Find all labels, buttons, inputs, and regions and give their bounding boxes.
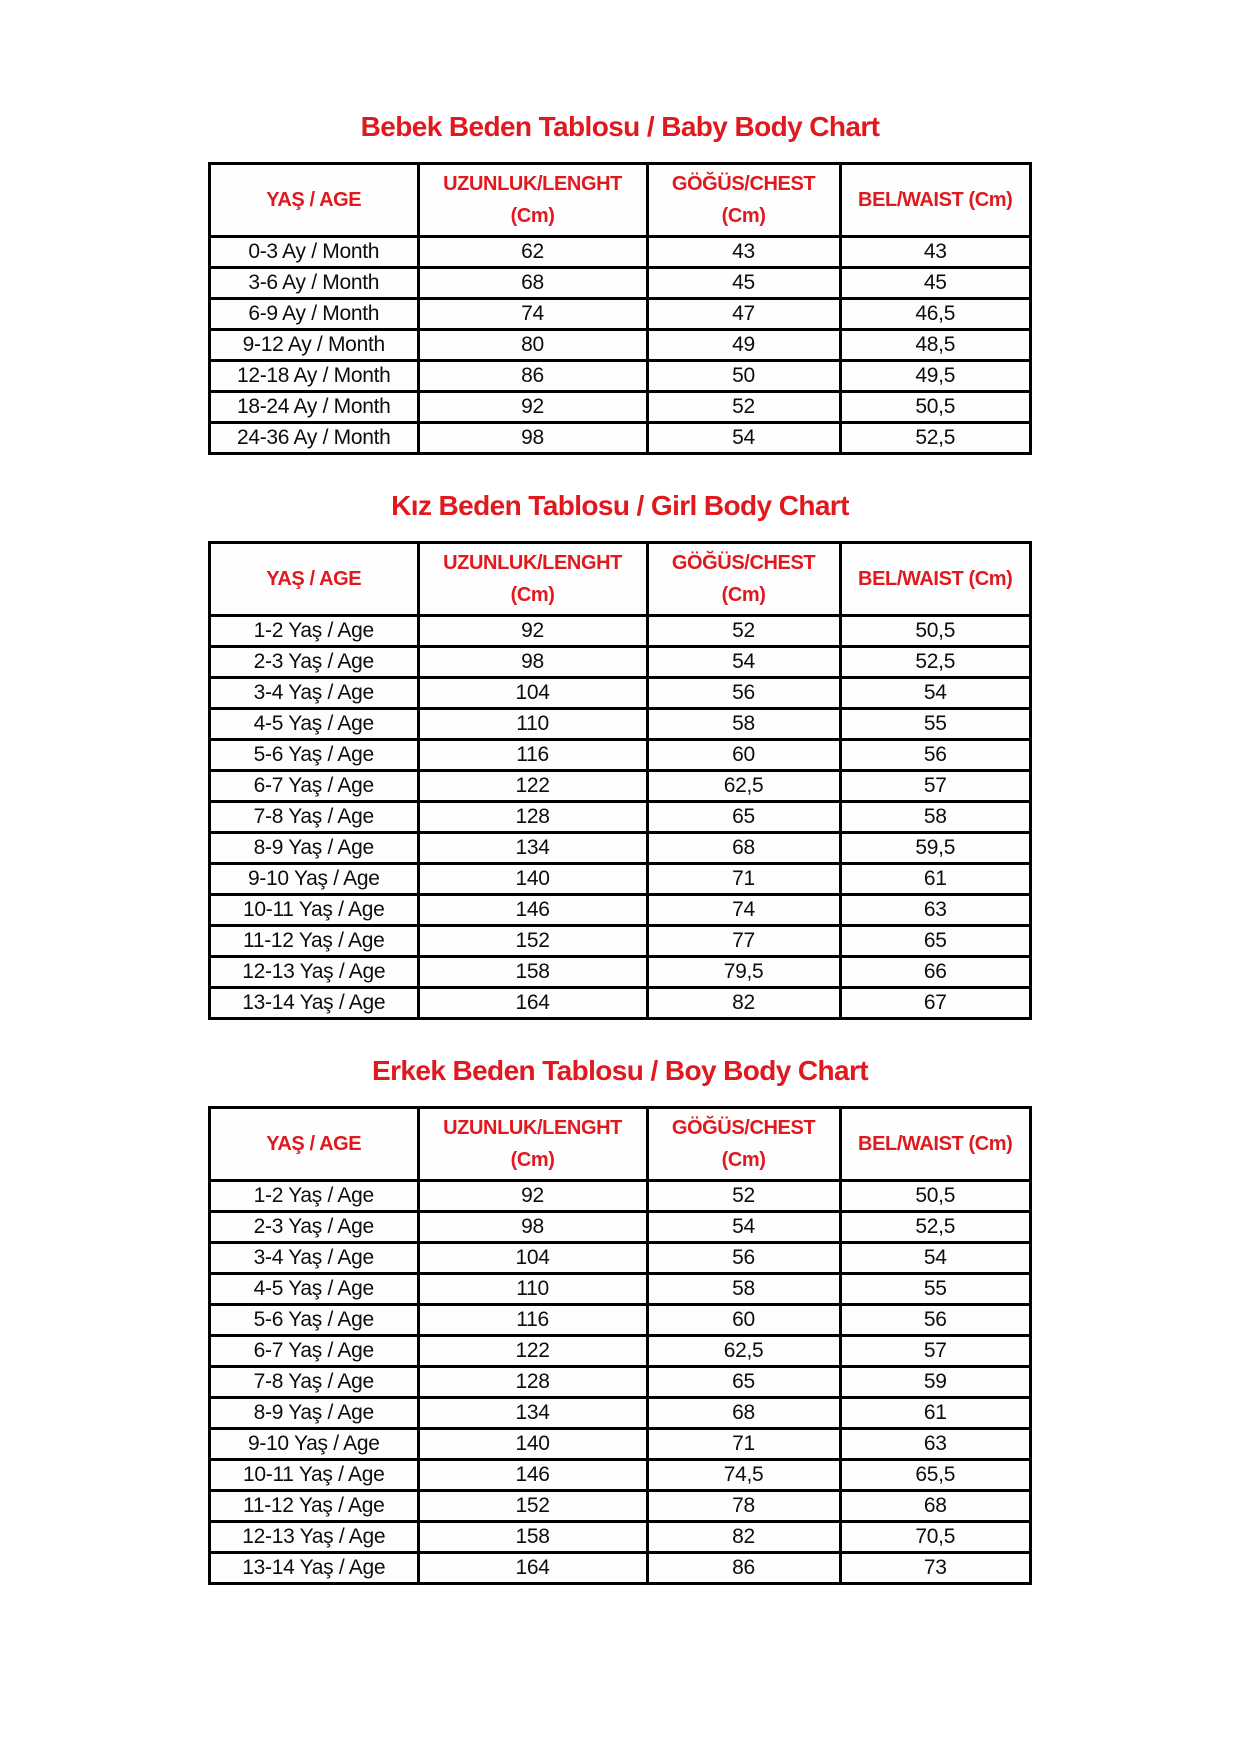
age-cell: 24-36 Ay / Month — [210, 423, 419, 454]
chest-value-cell: 79,5 — [647, 957, 840, 988]
table-row — [210, 423, 1031, 454]
length-value-cell: 104 — [418, 1243, 647, 1274]
table-row — [210, 268, 1031, 299]
girl-size-table — [208, 541, 1032, 1020]
age-cell: 12-13 Yaş / Age — [210, 957, 419, 988]
table-row — [210, 864, 1031, 895]
table-row — [210, 299, 1031, 330]
age-cell: 5-6 Yaş / Age — [210, 740, 419, 771]
length-value-cell: 110 — [418, 1274, 647, 1305]
length-value-cell: 116 — [418, 1305, 647, 1336]
baby-chart-title: Bebek Beden Tablosu / Baby Body Chart — [360, 111, 880, 142]
age-cell: 4-5 Yaş / Age — [210, 1274, 419, 1305]
table-row — [210, 1212, 1031, 1243]
table-row — [210, 1243, 1031, 1274]
column-header-age: YAŞ / AGE — [210, 1108, 419, 1181]
age-cell: 11-12 Yaş / Age — [210, 926, 419, 957]
waist-value-cell: 63 — [840, 1429, 1031, 1460]
waist-value-cell: 54 — [840, 1243, 1031, 1274]
table-row — [210, 392, 1031, 423]
age-cell: 6-9 Ay / Month — [210, 299, 419, 330]
boy-chart-section — [208, 1054, 1032, 1585]
age-cell: 10-11 Yaş / Age — [210, 895, 419, 926]
chest-value-cell: 52 — [647, 616, 840, 647]
header-row — [210, 164, 1031, 237]
length-value-cell: 122 — [418, 771, 647, 802]
waist-value-cell: 52,5 — [840, 423, 1031, 454]
length-value-cell: 116 — [418, 740, 647, 771]
age-cell: 9-12 Ay / Month — [210, 330, 419, 361]
table-row — [210, 1460, 1031, 1491]
column-header-length: UZUNLUK/LENGHT (Cm) — [418, 1108, 647, 1181]
waist-value-cell: 59 — [840, 1367, 1031, 1398]
length-value-cell: 74 — [418, 299, 647, 330]
table-row — [210, 678, 1031, 709]
length-value-cell: 164 — [418, 1553, 647, 1584]
length-value-cell: 128 — [418, 802, 647, 833]
waist-value-cell: 67 — [840, 988, 1031, 1019]
chest-value-cell: 65 — [647, 1367, 840, 1398]
table-row — [210, 1491, 1031, 1522]
column-header-waist: BEL/WAIST (Cm) — [840, 164, 1031, 237]
waist-value-cell: 61 — [840, 864, 1031, 895]
length-value-cell: 98 — [418, 423, 647, 454]
waist-value-cell: 50,5 — [840, 1181, 1031, 1212]
age-cell: 2-3 Yaş / Age — [210, 1212, 419, 1243]
waist-value-cell: 56 — [840, 740, 1031, 771]
table-row — [210, 1181, 1031, 1212]
age-cell: 1-2 Yaş / Age — [210, 1181, 419, 1212]
size-chart-document — [208, 0, 1032, 1585]
column-header-waist: BEL/WAIST (Cm) — [840, 1108, 1031, 1181]
baby-size-table — [208, 162, 1032, 455]
header-row — [210, 543, 1031, 616]
length-value-cell: 92 — [418, 616, 647, 647]
age-cell: 12-18 Ay / Month — [210, 361, 419, 392]
chest-value-cell: 82 — [647, 988, 840, 1019]
age-cell: 10-11 Yaş / Age — [210, 1460, 419, 1491]
table-row — [210, 833, 1031, 864]
chest-value-cell: 58 — [647, 709, 840, 740]
table-row — [210, 1398, 1031, 1429]
table-row — [210, 957, 1031, 988]
length-value-cell: 146 — [418, 1460, 647, 1491]
length-value-cell: 80 — [418, 330, 647, 361]
waist-value-cell: 66 — [840, 957, 1031, 988]
age-cell: 7-8 Yaş / Age — [210, 1367, 419, 1398]
length-value-cell: 158 — [418, 1522, 647, 1553]
baby-chart-section — [208, 110, 1032, 455]
table-row — [210, 771, 1031, 802]
table-row — [210, 740, 1031, 771]
waist-value-cell: 52,5 — [840, 647, 1031, 678]
table-row — [210, 616, 1031, 647]
chest-value-cell: 71 — [647, 1429, 840, 1460]
chest-value-cell: 43 — [647, 237, 840, 268]
chest-value-cell: 54 — [647, 423, 840, 454]
waist-value-cell: 46,5 — [840, 299, 1031, 330]
length-value-cell: 98 — [418, 1212, 647, 1243]
waist-value-cell: 48,5 — [840, 330, 1031, 361]
age-cell: 5-6 Yaş / Age — [210, 1305, 419, 1336]
waist-value-cell: 50,5 — [840, 616, 1031, 647]
table-row — [210, 926, 1031, 957]
chest-value-cell: 54 — [647, 1212, 840, 1243]
column-header-chest: GÖĞÜS/CHEST (Cm) — [647, 543, 840, 616]
girl-chart-title: Kız Beden Tablosu / Girl Body Chart — [391, 490, 849, 521]
chest-value-cell: 68 — [647, 1398, 840, 1429]
waist-value-cell: 43 — [840, 237, 1031, 268]
age-cell: 12-13 Yaş / Age — [210, 1522, 419, 1553]
length-value-cell: 152 — [418, 926, 647, 957]
age-cell: 4-5 Yaş / Age — [210, 709, 419, 740]
table-row — [210, 1336, 1031, 1367]
age-cell: 18-24 Ay / Month — [210, 392, 419, 423]
length-value-cell: 146 — [418, 895, 647, 926]
length-value-cell: 140 — [418, 1429, 647, 1460]
table-row — [210, 647, 1031, 678]
table-row — [210, 1367, 1031, 1398]
length-value-cell: 62 — [418, 237, 647, 268]
length-value-cell: 152 — [418, 1491, 647, 1522]
chest-value-cell: 71 — [647, 864, 840, 895]
length-value-cell: 164 — [418, 988, 647, 1019]
waist-value-cell: 45 — [840, 268, 1031, 299]
length-value-cell: 98 — [418, 647, 647, 678]
chest-value-cell: 52 — [647, 1181, 840, 1212]
chest-value-cell: 60 — [647, 1305, 840, 1336]
age-cell: 2-3 Yaş / Age — [210, 647, 419, 678]
chest-value-cell: 56 — [647, 678, 840, 709]
waist-value-cell: 56 — [840, 1305, 1031, 1336]
age-cell: 3-6 Ay / Month — [210, 268, 419, 299]
chest-value-cell: 47 — [647, 299, 840, 330]
column-header-length: UZUNLUK/LENGHT (Cm) — [418, 543, 647, 616]
girl-chart-section — [208, 489, 1032, 1020]
chest-value-cell: 62,5 — [647, 771, 840, 802]
waist-value-cell: 63 — [840, 895, 1031, 926]
waist-value-cell: 57 — [840, 771, 1031, 802]
age-cell: 11-12 Yaş / Age — [210, 1491, 419, 1522]
chest-value-cell: 60 — [647, 740, 840, 771]
table-row — [210, 1522, 1031, 1553]
chest-value-cell: 82 — [647, 1522, 840, 1553]
chest-value-cell: 74,5 — [647, 1460, 840, 1491]
length-value-cell: 158 — [418, 957, 647, 988]
table-row — [210, 988, 1031, 1019]
waist-value-cell: 59,5 — [840, 833, 1031, 864]
age-cell: 3-4 Yaş / Age — [210, 1243, 419, 1274]
length-value-cell: 134 — [418, 1398, 647, 1429]
chest-value-cell: 50 — [647, 361, 840, 392]
chest-value-cell: 65 — [647, 802, 840, 833]
waist-value-cell: 57 — [840, 1336, 1031, 1367]
table-row — [210, 802, 1031, 833]
column-header-chest: GÖĞÜS/CHEST (Cm) — [647, 164, 840, 237]
table-row — [210, 709, 1031, 740]
length-value-cell: 128 — [418, 1367, 647, 1398]
length-value-cell: 134 — [418, 833, 647, 864]
chest-value-cell: 77 — [647, 926, 840, 957]
waist-value-cell: 61 — [840, 1398, 1031, 1429]
waist-value-cell: 50,5 — [840, 392, 1031, 423]
waist-value-cell: 65 — [840, 926, 1031, 957]
table-row — [210, 1429, 1031, 1460]
header-row — [210, 1108, 1031, 1181]
age-cell: 6-7 Yaş / Age — [210, 771, 419, 802]
length-value-cell: 86 — [418, 361, 647, 392]
waist-value-cell: 58 — [840, 802, 1031, 833]
age-cell: 1-2 Yaş / Age — [210, 616, 419, 647]
chest-value-cell: 49 — [647, 330, 840, 361]
table-row — [210, 330, 1031, 361]
waist-value-cell: 49,5 — [840, 361, 1031, 392]
table-row — [210, 895, 1031, 926]
chest-value-cell: 86 — [647, 1553, 840, 1584]
age-cell: 9-10 Yaş / Age — [210, 1429, 419, 1460]
table-row — [210, 361, 1031, 392]
waist-value-cell: 73 — [840, 1553, 1031, 1584]
boy-size-table — [208, 1106, 1032, 1585]
age-cell: 9-10 Yaş / Age — [210, 864, 419, 895]
table-row — [210, 1305, 1031, 1336]
age-cell: 0-3 Ay / Month — [210, 237, 419, 268]
waist-value-cell: 68 — [840, 1491, 1031, 1522]
chest-value-cell: 78 — [647, 1491, 840, 1522]
chest-value-cell: 56 — [647, 1243, 840, 1274]
length-value-cell: 104 — [418, 678, 647, 709]
waist-value-cell: 70,5 — [840, 1522, 1031, 1553]
column-header-age: YAŞ / AGE — [210, 164, 419, 237]
waist-value-cell: 55 — [840, 709, 1031, 740]
age-cell: 13-14 Yaş / Age — [210, 988, 419, 1019]
chest-value-cell: 54 — [647, 647, 840, 678]
chest-value-cell: 58 — [647, 1274, 840, 1305]
age-cell: 8-9 Yaş / Age — [210, 1398, 419, 1429]
column-header-age: YAŞ / AGE — [210, 543, 419, 616]
chest-value-cell: 68 — [647, 833, 840, 864]
length-value-cell: 140 — [418, 864, 647, 895]
waist-value-cell: 52,5 — [840, 1212, 1031, 1243]
length-value-cell: 92 — [418, 392, 647, 423]
boy-chart-title: Erkek Beden Tablosu / Boy Body Chart — [372, 1055, 868, 1086]
length-value-cell: 110 — [418, 709, 647, 740]
table-row — [210, 1553, 1031, 1584]
age-cell: 8-9 Yaş / Age — [210, 833, 419, 864]
waist-value-cell: 55 — [840, 1274, 1031, 1305]
table-row — [210, 237, 1031, 268]
column-header-waist: BEL/WAIST (Cm) — [840, 543, 1031, 616]
age-cell: 3-4 Yaş / Age — [210, 678, 419, 709]
chest-value-cell: 62,5 — [647, 1336, 840, 1367]
age-cell: 6-7 Yaş / Age — [210, 1336, 419, 1367]
table-row — [210, 1274, 1031, 1305]
chest-value-cell: 52 — [647, 392, 840, 423]
column-header-chest: GÖĞÜS/CHEST (Cm) — [647, 1108, 840, 1181]
waist-value-cell: 54 — [840, 678, 1031, 709]
length-value-cell: 92 — [418, 1181, 647, 1212]
waist-value-cell: 65,5 — [840, 1460, 1031, 1491]
length-value-cell: 68 — [418, 268, 647, 299]
length-value-cell: 122 — [418, 1336, 647, 1367]
chest-value-cell: 74 — [647, 895, 840, 926]
column-header-length: UZUNLUK/LENGHT (Cm) — [418, 164, 647, 237]
age-cell: 13-14 Yaş / Age — [210, 1553, 419, 1584]
age-cell: 7-8 Yaş / Age — [210, 802, 419, 833]
chest-value-cell: 45 — [647, 268, 840, 299]
